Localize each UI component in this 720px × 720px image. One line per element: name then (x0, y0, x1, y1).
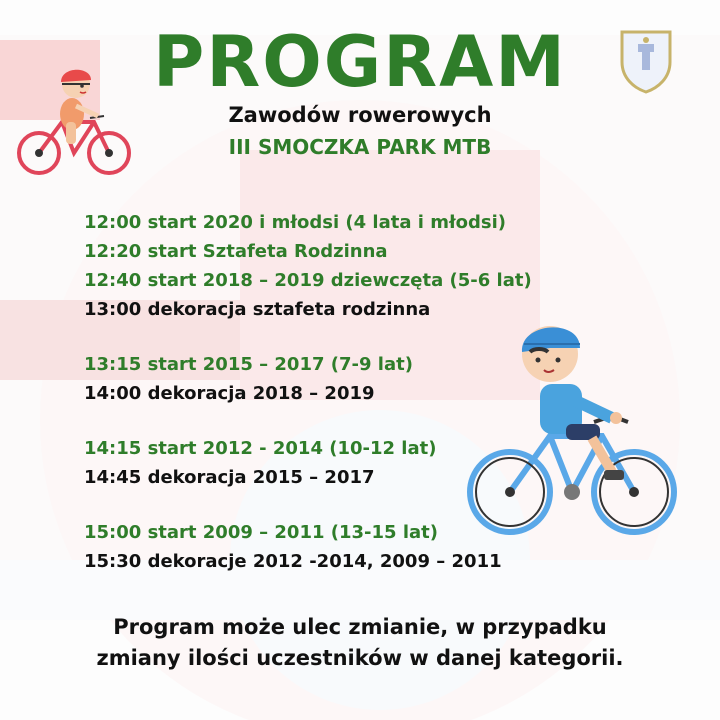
footer-line: Program może ulec zmianie, w przypadku (113, 615, 607, 639)
schedule-item: 13:00 dekoracja sztafeta rodzinna (84, 299, 431, 320)
schedule-gap (84, 408, 604, 434)
schedule-item: 15:30 dekoracje 2012 -2014, 2009 – 2011 (84, 551, 502, 572)
schedule-item: 15:00 start 2009 – 2011 (13-15 lat) (84, 522, 438, 543)
page-title: PROGRAM (153, 21, 567, 103)
page-subtitle: Zawodów rowerowych (228, 103, 492, 127)
schedule-gap (84, 324, 604, 350)
schedule-item: 13:15 start 2015 – 2017 (7-9 lat) (84, 354, 413, 375)
schedule-item: 14:15 start 2012 - 2014 (10-12 lat) (84, 438, 437, 459)
schedule-item: 12:20 start Sztafeta Rodzinna (84, 241, 388, 262)
schedule-item: 14:00 dekoracja 2018 – 2019 (84, 383, 375, 404)
schedule-item: 12:00 start 2020 i młodsi (4 lata i młodsi) (84, 212, 506, 233)
footer-note (0, 612, 720, 674)
schedule-item: 12:40 start 2018 – 2019 dziewczęta (5-6 lat) (84, 270, 532, 291)
footer-line: zmiany ilości uczestników w danej kategorii. (96, 646, 624, 670)
schedule (84, 208, 604, 576)
schedule-item: 14:45 dekoracja 2015 – 2017 (84, 467, 375, 488)
schedule-gap (84, 492, 604, 518)
event-name: III SMOCZKA PARK MTB (228, 135, 492, 159)
